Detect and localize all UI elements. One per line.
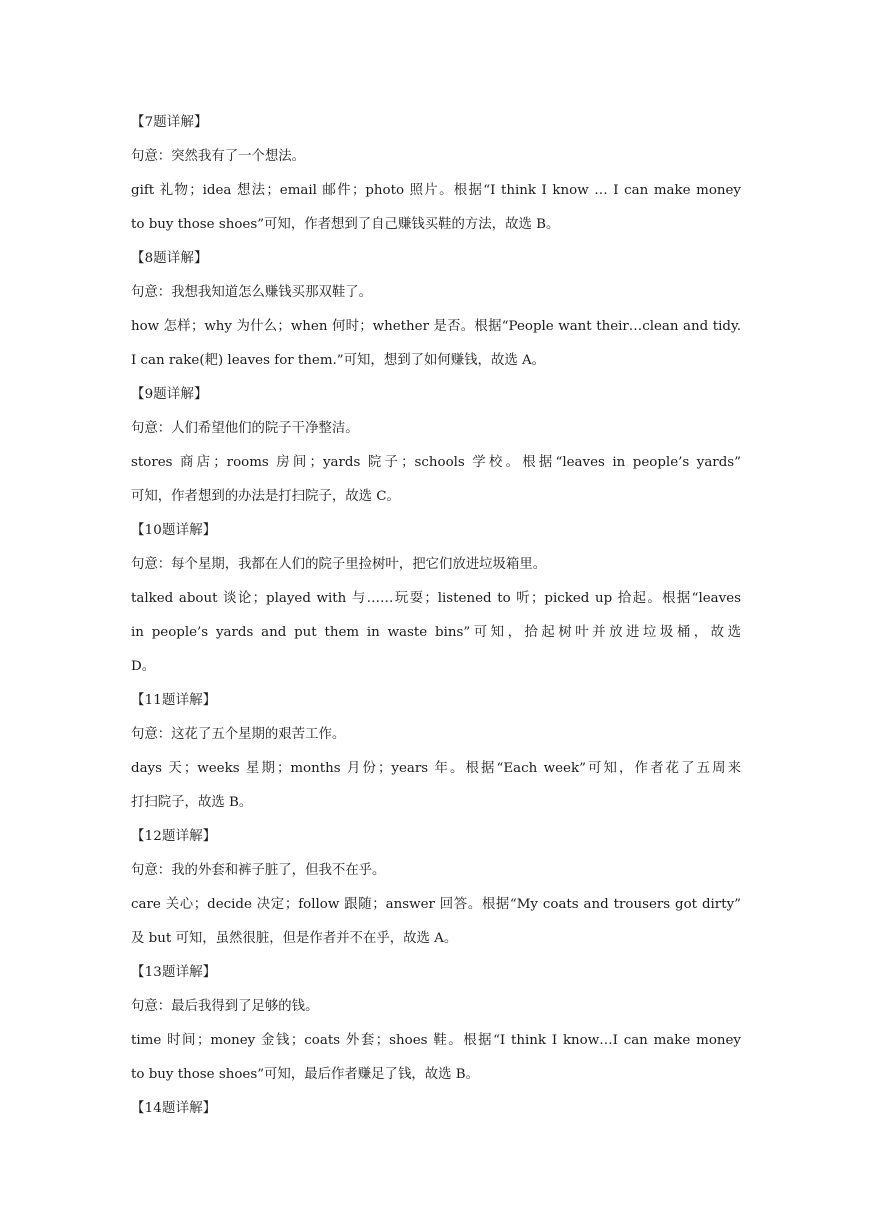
explanation-text: to buy those shoes”可知，作者想到了自己赚钱买鞋的方法，故选 B。: [131, 217, 560, 232]
explanation-text: how 怎样；why 为什么；when 何时；whether 是否。根据“People want their…clean and tidy.: [131, 319, 741, 334]
explanation-text: in people’s yards and put them in waste bins”可知，拾起树叶并放进垃圾桶，故选: [131, 625, 741, 640]
section-heading: 【12题详解】: [131, 829, 217, 844]
explanation-text: stores 商店；rooms 房间；yards 院子；schools 学校。根据“leaves in people’s yards”: [131, 455, 741, 470]
explanation-text: time 时间；money 金钱；coats 外套；shoes 鞋。根据“I think I know…I can make money: [131, 1033, 741, 1048]
explanation-text: gift 礼物；idea 想法；email 邮件；photo 照片。根据“I think I know … I can make money: [131, 183, 741, 198]
explanation-section: [131, 514, 741, 684]
section-heading: 【13题详解】: [131, 965, 217, 980]
sentence-meaning: 句意：我的外套和裤子脏了，但我不在乎。: [131, 863, 386, 878]
explanation-section: [131, 1092, 741, 1126]
sentence-meaning: 句意：这花了五个星期的艰苦工作。: [131, 727, 346, 742]
explanation-section: [131, 820, 741, 956]
explanation-section: [131, 378, 741, 514]
explanation-text: I can rake(耙) leaves for them.”可知，想到了如何赚钱，故选 A。: [131, 353, 546, 368]
sentence-meaning: 句意：我想我知道怎么赚钱买那双鞋了。: [131, 285, 373, 300]
explanation-section: [131, 242, 741, 378]
explanation-text: care 关心；decide 决定；follow 跟随；answer 回答。根据“My coats and trousers got dirty”: [131, 897, 741, 912]
explanation-text: talked about 谈论；played with 与……玩耍；listened to 听；picked up 拾起。根据“leaves: [131, 591, 741, 606]
explanation-section: [131, 684, 741, 820]
sentence-meaning: 句意：人们希望他们的院子干净整洁。: [131, 421, 359, 436]
sentence-meaning: 句意：最后我得到了足够的钱。: [131, 999, 319, 1014]
explanation-section: [131, 106, 741, 242]
document-page: [131, 106, 741, 1126]
explanation-text: to buy those shoes”可知，最后作者赚足了钱，故选 B。: [131, 1067, 479, 1082]
explanation-text: 打扫院子，故选 B。: [131, 795, 253, 810]
section-heading: 【14题详解】: [131, 1101, 217, 1116]
explanation-text: D。: [131, 659, 156, 674]
section-heading: 【11题详解】: [131, 693, 217, 708]
explanation-text: 及 but 可知，虽然很脏，但是作者并不在乎，故选 A。: [131, 931, 458, 946]
section-heading: 【9题详解】: [131, 387, 208, 402]
section-heading: 【10题详解】: [131, 523, 217, 538]
explanation-section: [131, 956, 741, 1092]
section-heading: 【8题详解】: [131, 251, 208, 266]
section-heading: 【7题详解】: [131, 115, 208, 130]
sentence-meaning: 句意：突然我有了一个想法。: [131, 149, 306, 164]
sentence-meaning: 句意：每个星期，我都在人们的院子里捡树叶，把它们放进垃圾箱里。: [131, 557, 547, 572]
explanation-text: 可知，作者想到的办法是打扫院子，故选 C。: [131, 489, 400, 504]
explanation-text: days 天；weeks 星期；months 月份；years 年。根据“Each week”可知，作者花了五周来: [131, 761, 741, 776]
